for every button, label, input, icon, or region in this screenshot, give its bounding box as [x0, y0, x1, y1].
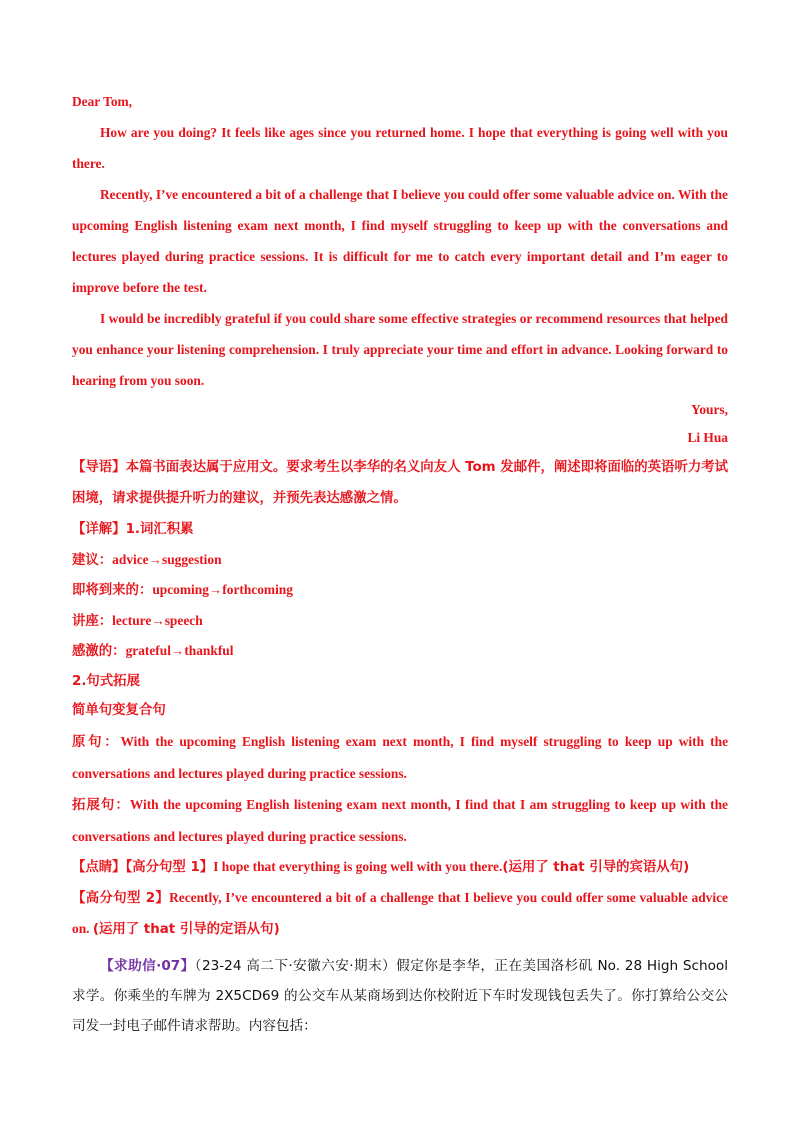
intro-paragraph — [72, 452, 728, 514]
document-page — [72, 86, 728, 1041]
task-text: （23-24 高二下·安徽六安·期末）假定你是李华，正在美国洛杉矶 No. 28 High School 求学。你乘坐的车牌为 2X5CD69 的公交车从某商场到达你校附近下车时发现钱包丢失了。你打算给公交公司发一封电子邮件请求帮助。内容包括： — [72, 957, 728, 1034]
intro-text: 本篇书面表达属于应用文。要求考生以李华的名义向友人 Tom 发邮件，阐述即将面临的英语听力考试困境，请求提供提升听力的建议，并预先表达感激之情。 — [72, 460, 729, 506]
highlight-1: 【点睛】【高分句型 1】I hope that everything is going well with you there.(运用了 that 引导的宾语从句) — [72, 858, 690, 875]
original-sentence: 原句：With the upcoming English listening exam next month, I find myself struggling to keep up with the conversations and lectures played during practice sessions. — [72, 733, 729, 781]
sentence-subheading: 简单句变复合句 — [72, 703, 166, 718]
sentence-heading: 2.句式拓展 — [72, 673, 140, 689]
task-tag: 【求助信·07】 — [100, 957, 195, 974]
signature: Li Hua — [687, 430, 728, 445]
task-paragraph — [72, 951, 728, 1041]
vocab-item-3: 讲座：lecture→speech — [72, 612, 203, 629]
letter-paragraph-2: Recently, I’ve encountered a bit of a challenge that I believe you could offer some valuable advice on. With the upcoming English listening exam next month, I find myself struggling to keep up with the conversations and lectures played during practice sessions. It is difficult for me to catch every important detail and I’m eager to improve before the test. — [72, 187, 728, 295]
vocab-item-1: 建议：advice→suggestion — [72, 551, 222, 568]
closing: Yours, — [691, 402, 728, 417]
vocab-item-2: 即将到来的：upcoming→forthcoming — [72, 582, 293, 598]
intro-tag: 【导语】 — [72, 460, 126, 475]
detail-heading: 【详解】1.词汇积累 — [72, 522, 194, 537]
vocab-item-4: 感激的：grateful→thankful — [72, 643, 234, 659]
expanded-sentence: 拓展句：With the upcoming English listening exam next month, I find that I am struggling to keep up with the conversations and lectures played during practice sessions. — [72, 796, 728, 844]
letter-paragraph-3: I would be incredibly grateful if you could share some effective strategies or recommend resources that helped you enhance your listening comprehension. I truly appreciate your time and effort in advance. Looking forward to hearing from you soon. — [72, 311, 728, 388]
salutation: Dear Tom, — [72, 94, 133, 109]
letter-paragraph-1: How are you doing? It feels like ages since you returned home. I hope that everything is going well with you there. — [72, 125, 728, 171]
highlight-2: 【高分句型 2】Recently, I’ve encountered a bit of a challenge that I believe you could offer some valuable advice on. (运用了 that 引导的定语从句) — [72, 889, 728, 937]
